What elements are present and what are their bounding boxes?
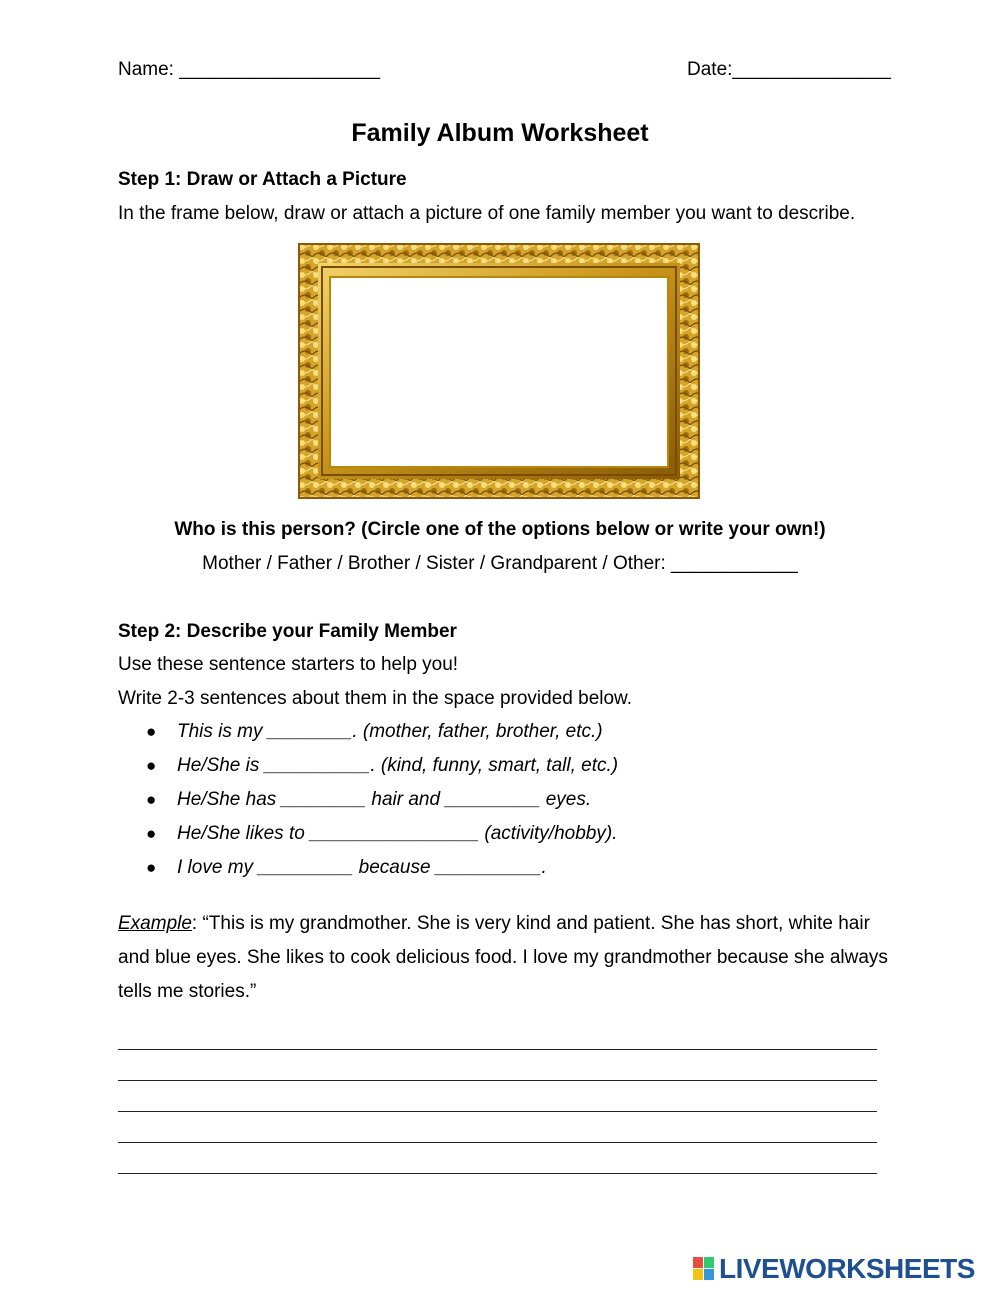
writing-line[interactable]	[118, 1111, 877, 1112]
example-label: Example	[118, 913, 192, 934]
starter-text[interactable]: This is my ________. (mother, father, brother, etc.)	[177, 721, 603, 742]
example-paragraph	[118, 907, 888, 1009]
logo-blocks-icon	[693, 1257, 715, 1281]
logo-text: LIVEWORKSHEETS	[719, 1253, 975, 1284]
date-field[interactable]: Date:_______________	[687, 59, 891, 80]
step1-heading: Step 1: Draw or Attach a Picture	[118, 169, 407, 190]
writing-line[interactable]	[118, 1049, 877, 1050]
starter-text[interactable]: He/She likes to ________________ (activity/hobby).	[177, 823, 618, 844]
liveworksheets-logo	[693, 1253, 989, 1285]
picture-frame[interactable]	[298, 243, 700, 499]
bullet-icon: ●	[146, 722, 157, 741]
who-question: Who is this person? (Circle one of the options below or write your own!)	[174, 519, 826, 540]
starter-text[interactable]: He/She is __________. (kind, funny, smart, tall, etc.)	[177, 755, 619, 776]
list-item	[146, 821, 618, 855]
bullet-icon: ●	[146, 756, 157, 775]
bullet-icon: ●	[146, 790, 157, 809]
list-item	[146, 855, 618, 889]
step2-help-line: Use these sentence starters to help you!	[118, 654, 459, 675]
list-item	[146, 787, 618, 821]
writing-line[interactable]	[118, 1142, 877, 1143]
starter-text[interactable]: I love my _________ because __________.	[177, 857, 547, 878]
starter-text[interactable]: He/She has ________ hair and _________ eyes.	[177, 789, 592, 810]
writing-line[interactable]	[118, 1173, 877, 1174]
bullet-icon: ●	[146, 858, 157, 877]
frame-picture-area	[330, 277, 668, 467]
bullet-icon: ●	[146, 824, 157, 843]
list-item	[146, 753, 618, 787]
step2-heading: Step 2: Describe your Family Member	[118, 621, 457, 642]
list-item	[146, 719, 618, 753]
example-text: : “This is my grandmother. She is very kind and patient. She has short, white hair and blue eyes. She likes to cook delicious food. I love my grandmother because she always tells me stories.”	[118, 913, 888, 1002]
family-options[interactable]: Mother / Father / Brother / Sister / Grandparent / Other: ____________	[202, 553, 798, 574]
step2-write-line: Write 2-3 sentences about them in the space provided below.	[118, 688, 633, 709]
step1-instruction: In the frame below, draw or attach a picture of one family member you want to describe.	[118, 203, 856, 224]
writing-line[interactable]	[118, 1080, 877, 1081]
sentence-starters-list	[146, 719, 618, 889]
page-title: Family Album Worksheet	[351, 119, 649, 147]
name-field[interactable]: Name: ___________________	[118, 59, 381, 80]
